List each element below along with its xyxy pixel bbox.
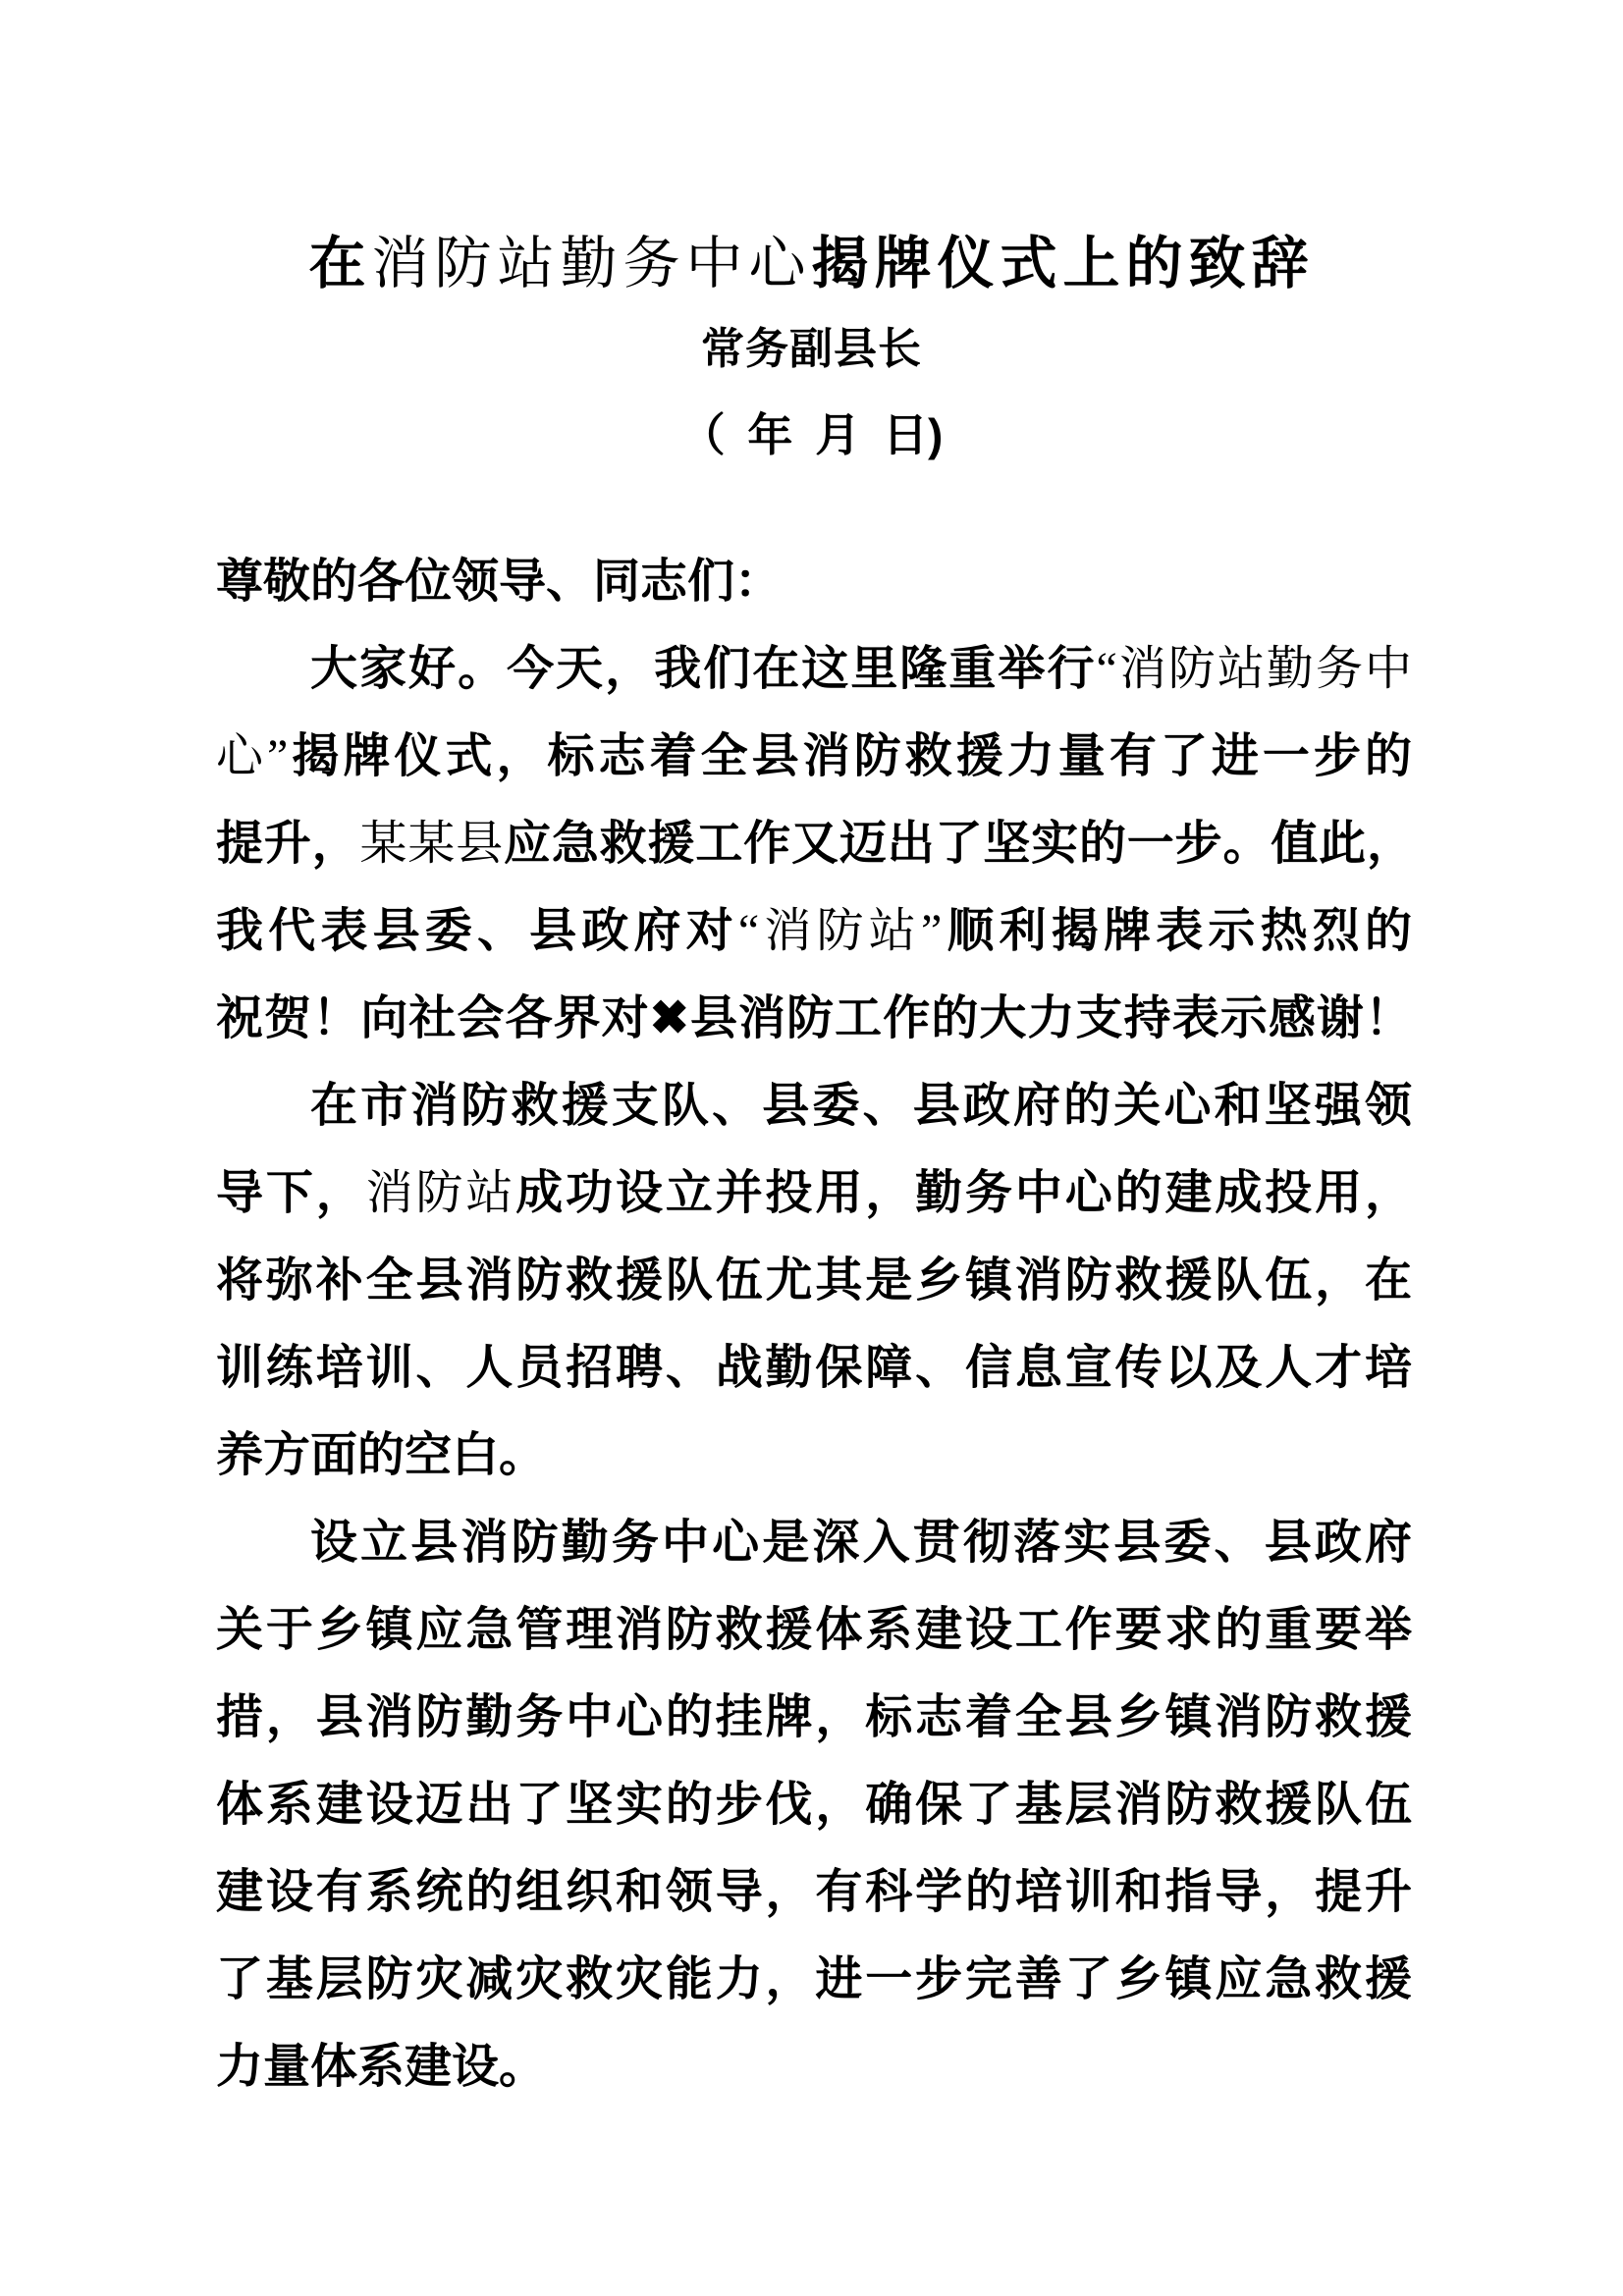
placeholder-text: “消防站” [737, 905, 943, 957]
subtitle-speaker: 常务副县长 [701, 325, 922, 373]
text-run: 导下， [216, 1167, 366, 1219]
text-run: 县消防工作的大力支持表示感谢！ [688, 992, 1412, 1044]
text-run: 尊敬的各位领导、同志们： [216, 556, 783, 608]
text-run: 顺利揭牌表示热烈的 [942, 905, 1412, 957]
text-line [216, 2023, 1412, 2110]
text-line [216, 625, 1412, 713]
text-line [216, 800, 1412, 887]
text-line [216, 538, 1412, 625]
text-run: 大家好。今天，我们在这里隆重举行 [310, 643, 1097, 695]
text-line [216, 1149, 1412, 1237]
x-mark: ✖ [649, 992, 689, 1044]
text-run: 设立县消防勤务中心是深入贯彻落实县委、县政府 [310, 1517, 1412, 1569]
text-line [216, 975, 1412, 1062]
text-run: 关于乡镇应急管理消防救援体系建设工作要求的重要举 [216, 1604, 1412, 1656]
text-run: 训练培训、人员招聘、战勤保障、信息宣传以及人才培 [216, 1342, 1412, 1394]
text-run: 成功设立并投用，勤务中心的建成投用， [515, 1167, 1412, 1219]
text-line [216, 1499, 1412, 1586]
text-run: 建设有系统的组织和领导，有科学的培训和指导，提升 [216, 1866, 1412, 1918]
text-run: 揭牌仪式，标志着全县消防救援力量有了进一步的 [288, 730, 1412, 782]
text-line [216, 1237, 1412, 1324]
text-line [216, 887, 1412, 975]
text-line [216, 1062, 1412, 1149]
text-line [216, 1674, 1412, 1761]
dateline: （ 年 月 日) [679, 409, 944, 460]
text-line [216, 1848, 1412, 1936]
text-run: 揭牌仪式上的致辞 [811, 232, 1315, 295]
text-run: 将弥补全县消防救援队伍尤其是乡镇消防救援队伍，在 [216, 1255, 1412, 1307]
text-line [216, 1761, 1412, 1848]
text-run: 提升， [216, 818, 360, 870]
text-run: 养方面的空白。 [216, 1429, 547, 1481]
body-text [216, 538, 1412, 2110]
placeholder-text: 消防站 [365, 1167, 516, 1219]
text-line [216, 1586, 1412, 1674]
text-run: 应急救援工作又迈出了坚实的一步。值此， [504, 818, 1412, 870]
placeholder-text: “消防站勤务中 [1096, 643, 1412, 695]
text-run: 在市消防救援支队、县委、县政府的关心和坚强领 [310, 1080, 1412, 1132]
placeholder-text: 某某县 [359, 818, 504, 870]
text-line [216, 1324, 1412, 1412]
text-run: 体系建设迈出了坚实的步伐，确保了基层消防救援队伍 [216, 1779, 1412, 1831]
text-run: 力量体系建设。 [216, 2041, 547, 2093]
text-run: 祝贺！向社会各界对 [216, 992, 650, 1044]
placeholder-text: 消防站勤务中心 [371, 232, 812, 295]
text-line [216, 713, 1412, 800]
text-run: 我代表县委、县政府对 [216, 905, 738, 957]
text-run: 措，县消防勤务中心的挂牌，标志着全县乡镇消防救援 [216, 1691, 1412, 1743]
page-title [0, 232, 1623, 296]
text-line [216, 1936, 1412, 2023]
placeholder-text: 心” [216, 730, 289, 782]
text-run: 了基层防灾减灾救灾能力，进一步完善了乡镇应急救援 [216, 1953, 1412, 2005]
text-line [216, 1412, 1412, 1499]
text-run: 在 [308, 232, 372, 295]
